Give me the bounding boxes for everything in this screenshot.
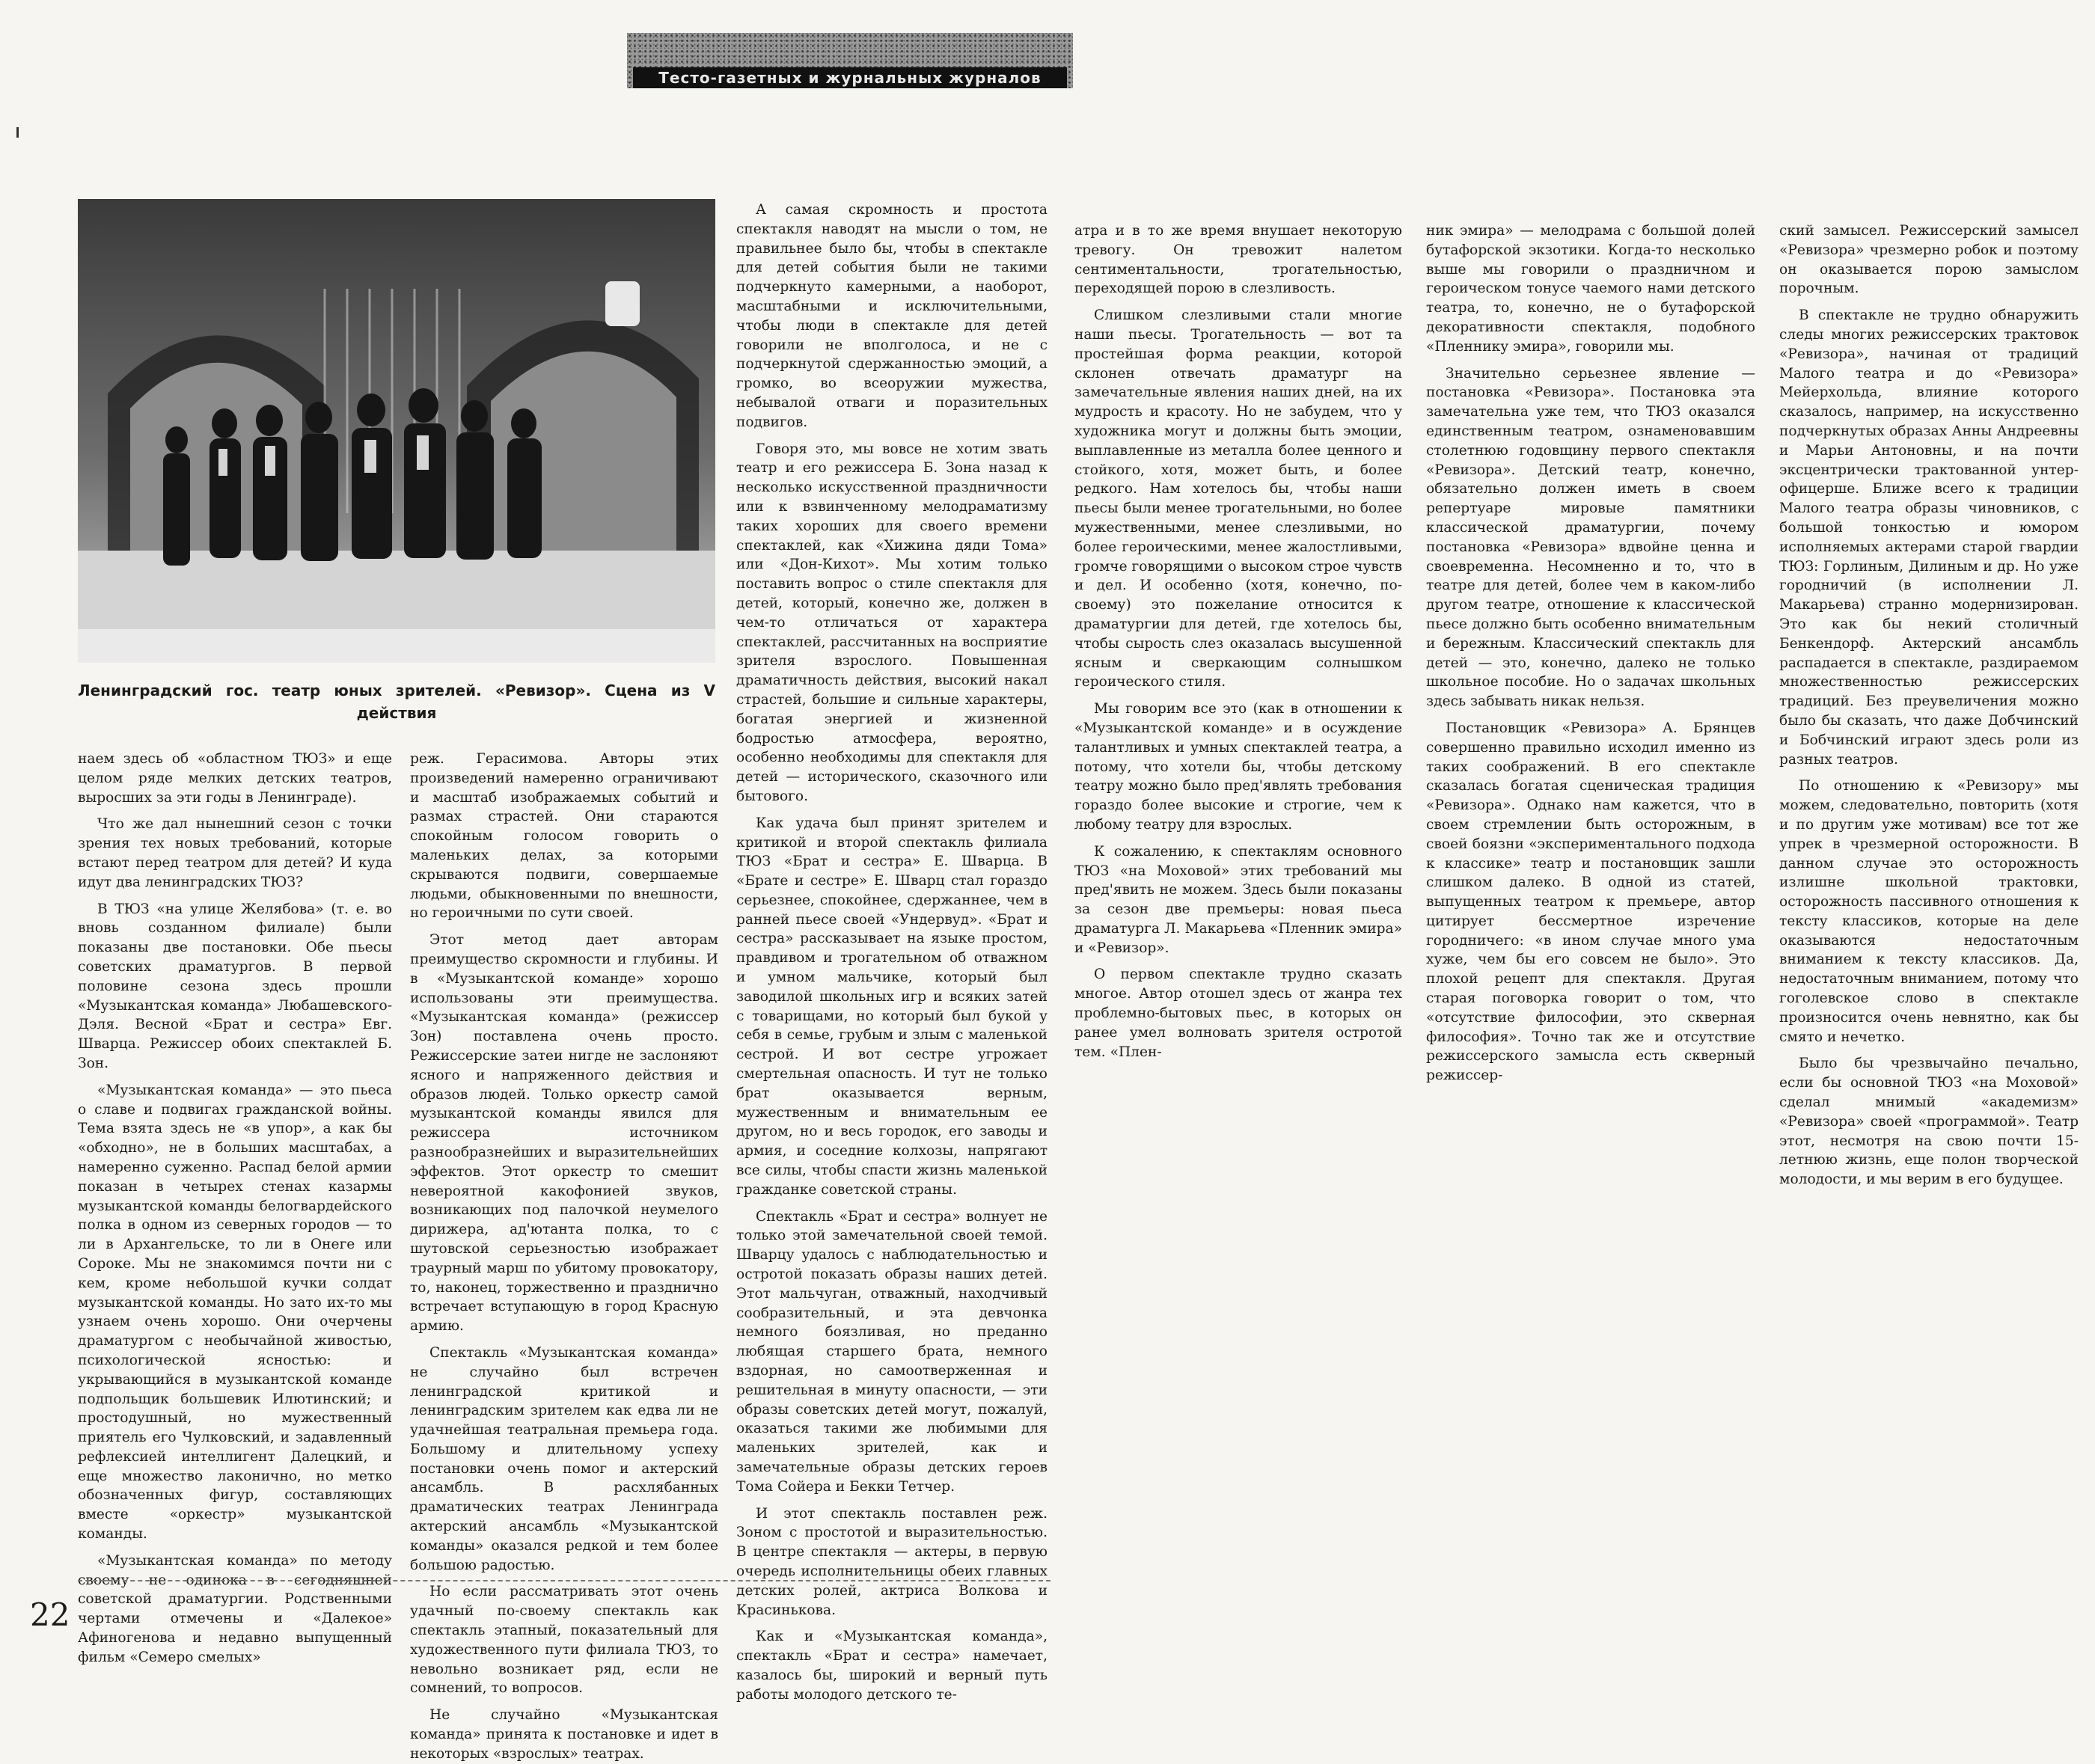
paragraph: К сожалению, к спектаклям основного ТЮЗ «на Моховой» этих требований мы пред'явить не можем. Здесь были показаны за сезон две премьеры: новая пьеса драматурга Л. Макарьева «Пленник эмира» и «Ревизор». <box>1074 843 1402 956</box>
paragraph: О первом спектакле трудно сказать многое. Автор отошел здесь от жанра тех проблемно-бытовых пьес, в которых он ранее умел волновать зрителя остротой тем. «Плен- <box>1074 967 1402 1060</box>
paragraph: «Музыкантская команда» по методу своему не одинока в сегодняшней советской драматургии. Родственными чертами отмечены и «Далекое» Афиногенова и недавно выпущенный фильм «Семеро смелых» <box>78 1552 392 1665</box>
paragraph: «Музыкантская команда» — это пьеса о славе и подвигах гражданской войны. Тема взята здесь не «в упор», а как бы «обходно», не в больших масштабах, а намеренно суженно. Распад белой армии показан в четырех стенах казармы музыкантской команды белогвардейского полка в одном из северных городов — то ли в Архангельске, то ли в Онеге или Сороке. Мы не знакомимся почти ни с кем, кроме небольшой кучки солдат музыкантской команды. Но зато их-то мы узнаем очень хорошо. Они очерчены драматургом с необычайной живостью, психологической ясностью: и укрывающийся в музыкантской команде подпольщик большевик Илютинский; и простодушный, но мужественный приятель его Чулковский, и задавленный рефлексией интеллигент Далецкий, и еще множество лаконично, но метко обозначенных фигур, составляющих вместе «оркестр» музыкантской команды. <box>78 1082 392 1543</box>
section-header-band <box>627 33 1073 88</box>
paragraph: Не случайно «Музыкантская команда» принята к постановке и идет в некоторых «взрослых» театрах. <box>410 1707 718 1762</box>
paragraph: Постановщик «Ревизора» А. Брянцев совершенно правильно исходил именно из таких соображений. В его спектакле сказалась богатая сценическая традиция «Ревизора». Однако нам кажется, что в своем стремлении быть осторожным, в своей боязни «экспериментального подхода к классике» театр и постановщик зашли слишком далеко. В одной из статей, выпущенных театром к премьере, автор цитирует бессмертное изречение городничего: «в ином случае много ума хуже, чем бы его совсем не было». Это плохой рецепт для спектакля. Другая старая поговорка говорит о том, что «отсутствие философии, это скверная философия». Точно так же и отсутствие режиссерского замысла есть скверный режиссер- <box>1426 720 1755 1084</box>
paragraph: В ТЮЗ «на улице Желябова» (т. е. во вновь созданном филиале) были показаны две постановки. Обе пьесы советских драматургов. В первой половине сезона здесь прошли «Музыкантская команда» Любашевского-Дэля. Весной «Брат и сестра» Евг. Шварца. Режиссер обоих спектаклей Б. Зон. <box>78 901 392 1071</box>
paragraph: В спектакле не трудно обнаружить следы многих режиссерских трактовок «Ревизора», начиная от традиций Малого театра и до «Ревизора» Мейерхольда, влияние которого сказалось, например, на искусственно подчеркнутых образах Анны Андреевны и Марьи Антоновны, и на почти эксцентрически трактованной унтер-офицерше. Ближе всего к традиции Малого театра образы чиновников, с большой тонкостью и юмором исполняемых актерами старой гвардии ТЮЗ: Горлиным, Дилиным и др. Но уже городничий (в исполнении Л. Макарьева) странно модернизирован. Это как бы некий столичный Бенкендорф. Актерский ансамбль распадается в спектакле, раздираемом множественностью режиссерских традиций. Без преувеличения можно было бы сказать, что даже Добчинский и Бобчинский играют здесь роли из разных театров. <box>1779 307 2079 768</box>
paragraph: Как удача был принят зрителем и критикой и второй спектакль филиала ТЮЗ «Брат и сестра» Е. Шварца. В «Брате и сестре» Е. Шварц стал гораздо серьезнее, спокойнее, сдержаннее, чем в ранней пьесе своей «Ундервуд». «Брат и сестра» рассказывает на языке простом, правдивом и трогательном об отважном и умном мальчике, который был заводилой школьных игр и всяких затей с товарищами, но который был букой у себя в семье, грубым и злым с маленькой сестрой. И вот сестре угрожает смертельная опасность. И тут не только брат оказывается верным, мужественным и внимательным ее другом, но и весь городок, его заводы и армия, и соседние колхозы, напрягают все силы, чтобы спасти жизнь маленькой гражданке советской страны. <box>736 815 1048 1198</box>
stage-scene-illustration <box>78 199 715 663</box>
paragraph: А самая скромность и простота спектакля наводят на мысли о том, не правильнее было бы, чтобы в спектакле для детей события были не такими подчеркнуто камерными, а наоборот, масштабными и исключительными, чтобы люди в спектакле для детей говорили не вполголоса, и не с подчеркнутой сдержанностью эмоций, а громко, во всеоружии мужества, небывалой отваги и поразительных подвигов. <box>736 202 1048 430</box>
paragraph: Спектакль «Музыкантская команда» не случайно был встречен ленинградской критикой и ленинградским зрителем как едва ли не удачнейшая театральная премьера года. Большому и длительному успеху постановки очень помог и актерский ансамбль. В расхлябанных драматических театрах Ленинграда актерский ансамбль «Музыкантской команды» оказался редкой и тем более большою радостью. <box>410 1344 718 1573</box>
article-column-5 <box>1426 221 1755 1127</box>
article-column-3 <box>736 200 1048 1703</box>
stage-scene-photo <box>78 199 715 663</box>
photo-caption: Ленинградский гос. театр юных зрителей. «Ревизор». Сцена из V действия <box>78 682 715 722</box>
paragraph: атра и в то же время внушает некоторую тревогу. Он тревожит налетом сентиментальности, трогательностью, переходящей порою в слезливость. <box>1074 223 1402 297</box>
paragraph: Но если рассматривать этот очень удачный по-своему спектакль как спектакль этапный, показательный для художественного пути филиала ТЮЗ, то невольно возникает ряд, если не сомнений, то вопросов. <box>410 1584 718 1697</box>
article-column-1 <box>78 750 392 1665</box>
article-column-4 <box>1074 221 1402 1130</box>
paragraph: И этот спектакль поставлен реж. Зоном с простотой и выразительностью. В центре спектакля — актеры, в первую очередь исполнительницы обеих главных детских ролей, актриса Волкова и Красинькова. <box>736 1505 1048 1618</box>
paragraph: наем здесь об «областном ТЮЗ» и еще целом ряде мелких детских театров, выросших за эти годы в Ленинграде). <box>78 751 392 806</box>
paragraph: реж. Герасимова. Авторы этих произведений намеренно ограничивают и масштаб изображаемых событий и размах страстей. Они стараются спокойным голосом говорить о маленьких делах, за которыми скрываются подвиги, совершаемые людьми, обыкновенными по внешности, но героичными по сути своей. <box>410 751 718 922</box>
page-edge-mark <box>16 127 19 138</box>
paragraph: Спектакль «Брат и сестра» волнует не только этой замечательной своей темой. Шварцу удалось с наблюдательностью и остротой показать образы наших детей. Этот мальчуган, отважный, находчивый сообразительный, и эта девчонка немного боязливая, но преданно любящая старшего брата, немного вздорная, но самоотверженная и решительная в минуту опасности, — эти образы советских детей могут, пожалуй, оказаться такими же любимыми для маленьких зрителей, как и замечательные образы детских героев Тома Сойера и Бекки Тетчер. <box>736 1208 1048 1495</box>
paragraph: ник эмира» — мелодрама с большой долей бутафорской экзотики. Когда-то несколько выше мы говорили о праздничном и героическом тонусе чаемого нами детского театра, то, конечно, не о бутафорской декоративности спектакля, подобного «Пленнику эмира», говорили мы. <box>1426 223 1755 355</box>
section-header-title: Тесто-газетных и журнальных журналов <box>633 67 1067 88</box>
paragraph: Как и «Музыкантская команда», спектакль «Брат и сестра» намечает, казалось бы, широкий и верный путь работы молодого детского те- <box>736 1629 1048 1703</box>
paragraph: Было бы чрезвычайно печально, если бы основной ТЮЗ «на Моховой» сделал мнимый «академизм» «Ревизора» своей «программой». Театр этот, несмотря на свою почти 15-летнюю жизнь, еще полон творческой молодости, и мы верим в его будущее. <box>1779 1056 2079 1188</box>
paragraph: Этот метод дает авторам преимущество скромности и глубины. И в «Музыкантской команде» хорошо использованы эти преимущества. «Музыкантская команда» (режиссер Зон) поставлена очень просто. Режиссерские затеи нигде не заслоняют ясного и напряженного действия и образов людей. Только оркестр самой музыкантской команды явился для режиссера источником разнообразнейших и выразительнейших эффектов. Этот оркестр то смешит невероятной какофонией звуков, возникающих под палочкой неумелого дирижера, ад'ютанта полка, то с шутовской серьезностью изображает траурный марш по убитому провокатору, то, наконец, торжественно и празднично встречает вступающую в город Красную армию. <box>410 932 718 1335</box>
paragraph: Говоря это, мы вовсе не хотим звать театр и его режиссера Б. Зона назад к несколько искусственной праздничности или к взвинченному мелодраматизму таких хороших для своего времени спектаклей, как «Хижина дяди Тома» или «Дон-Кихот». Мы хотим только поставить вопрос о стиле спектакля для детей, который, конечно же, должен в чем-то отличаться от характера спектаклей, рассчитанных на восприятие зрителя взрослого. Повышенная драматичность действия, высокий накал страстей, большие и сильные характеры, богатая энергией и жизненной бодростью атмосфера, вероятно, особенно необходимы для спектакля для детей — исторического, сказочного или бытового. <box>736 441 1048 804</box>
paragraph: По отношению к «Ревизору» мы можем, следовательно, повторить (хотя и по другим уже мотивам) все тот же упрек в чрезмерной осторожности. В данном случае это осторожность излишне школьной трактовки, осторожность пассивного отношения к тексту классиков, которые на деле оказываются недостаточным вниманием к тексту классиков. Да, недостаточным вниманием, потому что гоголевское слово в спектакле произносится очень невнятно, как бы смято и нечетко. <box>1779 778 2079 1045</box>
fold-divider <box>78 1580 1050 1581</box>
page-number: 22 <box>30 1596 70 1633</box>
paragraph: Мы говорим все это (как в отношении к «Музыкантской команде» и в осуждение талантливых и умных спектаклей театра, а потому, что хотели бы, чтобы детскому театру можно было пред'являть требования гораздо более высокие и строгие, чем к любому театру для взрослых. <box>1074 701 1402 833</box>
article-column-2 <box>410 750 718 1762</box>
paragraph: Слишком слезливыми стали многие наши пьесы. Трогательность — вот та простейшая форма реакции, которой склонен отвечать драматург на замечательные явления наших дней, на их мудрость и красоту. Но не забудем, что у художника могут и должны быть эмоции, выплавленные из металла более ценного и стойкого, хотя, может быть, и более редкого. Нам хотелось бы, чтобы наши пьесы были менее трогательными, но более мужественными, менее слезливыми, но более героическими, менее жалостливыми, громче говорящими о высоком строе чувств и дел. И особенно (хотя, конечно, по-своему) это пожелание относится к драматургии для детей, где хотелось бы, чтобы сырость слез оказалась высушенной ясным и сверкающим солнышком героического стиля. <box>1074 307 1402 690</box>
paragraph: ский замысел. Режиссерский замысел «Ревизора» чрезмерно робок и поэтому он оказывается порою замыслом порочным. <box>1779 223 2079 297</box>
article-column-6 <box>1779 221 2079 1188</box>
paragraph: Значительно серьезнее явление — постановка «Ревизора». Постановка эта замечательна уже тем, что ТЮЗ оказался единственным театром, ознаменовавшим столетнюю годовщину первого спектакля «Ревизора». Детский театр, конечно, обязательно должен иметь в своем репертуаре мировые памятники классической драматургии, почему постановка «Ревизора» вдвойне ценна и своевременна. Несомненно и то, что в театре для детей, более чем в каком-либо другом театре, отношение к классической пьесе должно быть особенно внимательным и бережным. Классический спектакль для детей — это, конечно, далеко не только школьное пособие. Но о задачах школьных здесь забывать никак нельзя. <box>1426 365 1755 710</box>
paragraph: Что же дал нынешний сезон с точки зрения тех новых требований, которые встают перед театром для детей? И куда идут два ленинградских ТЮЗ? <box>78 816 392 890</box>
